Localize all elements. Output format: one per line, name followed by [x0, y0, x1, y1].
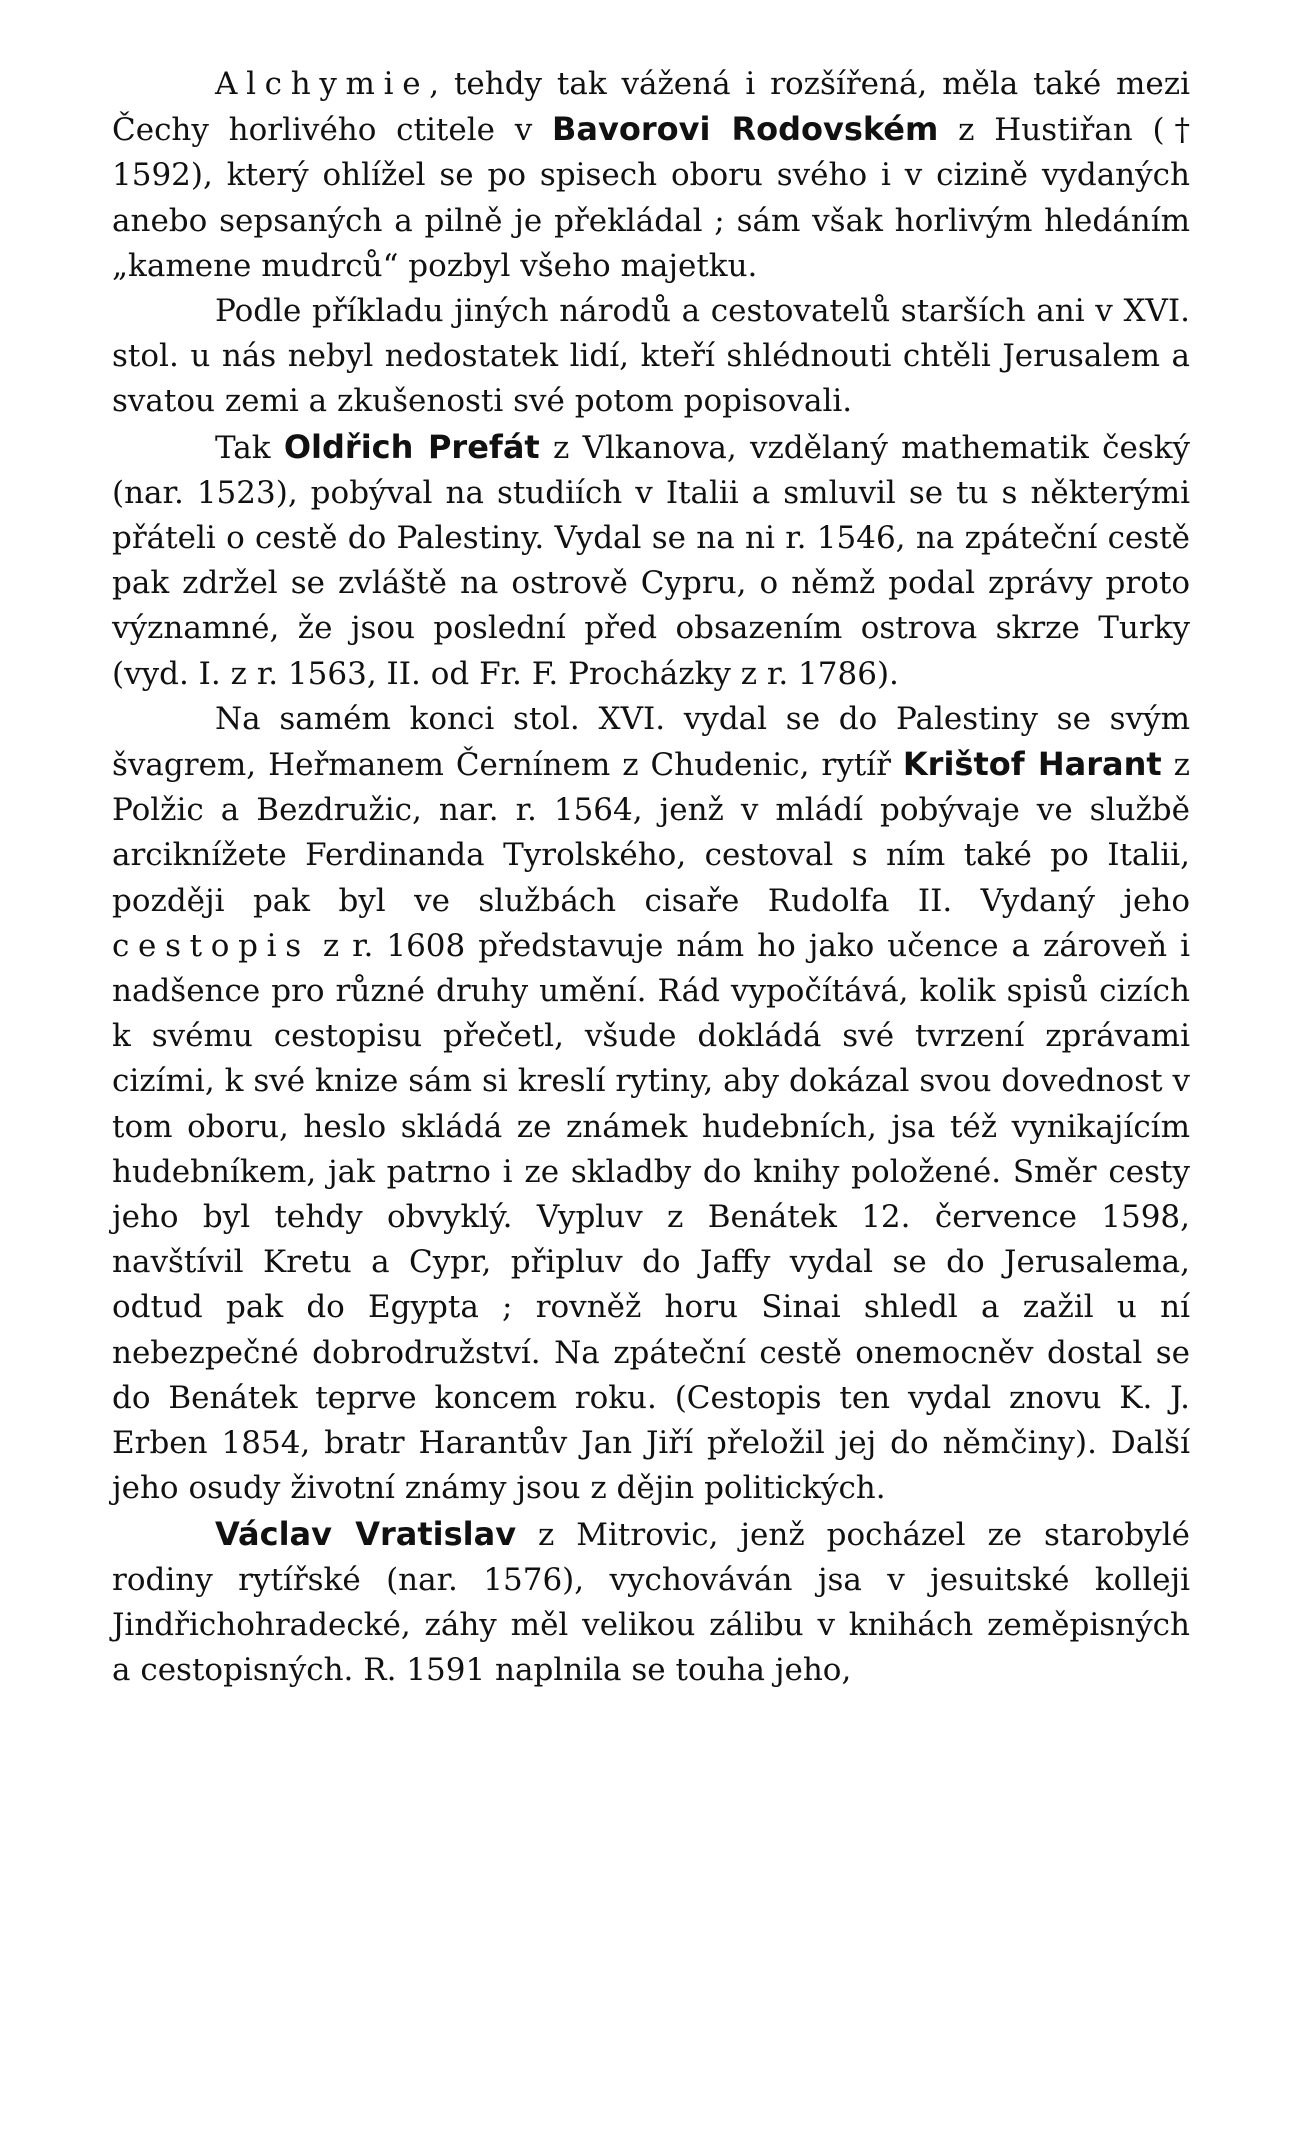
spaced-term: cestopis — [112, 927, 310, 964]
paragraph-vratislav — [112, 1512, 1190, 1694]
text-run: z Mitrovic, jenž pocházel ze starobylé rodiny rytířské (nar. 1576), vychováván jsa v jesuitské kolleji Jindřichohradecké, záhy měl velikou zálibu v knihách zeměpisných a cestopisných. R. 1591 naplnila se touha jeho, — [112, 1516, 1190, 1689]
text-run: z r. 1608 představuje nám ho jako učence a zároveň i nadšence pro různé druhy umění. Rád vypočítává, kolik spisů cizích k svému cestopisu přečetl, všude dokládá své tvrzení zprávami cizími, k své knize sám si kreslí rytiny, aby dokázal svou dovednost v tom oboru, heslo skládá ze známek hudebních, jsa též vynikajícím hudebníkem, jak patrno i ze skladby do knihy položené. Směr cesty jeho byl tehdy obvyklý. Vypluv z Benátek 12. července 1598, navštívil Kretu a Cypr, připluv do Jaffy vydal se do Jerusalema, odtud pak do Egypta ; rovněž horu Sinai shledl a zažil u ní nebezpečné dobrodružství. Na zpáteční cestě onemocněv dostal se do Benátek teprve koncem roku. (Cestopis ten vydal znovu K. J. Erben 1854, bratr Harantův Jan Jiří přeložil jej do němčiny). Další jeho osudy životní známy jsou z dějin politických. — [112, 927, 1190, 1507]
page-body — [112, 62, 1190, 1693]
paragraph-prefat — [112, 425, 1190, 697]
spaced-term: Alchymie — [215, 66, 430, 102]
text-run: Tak — [215, 429, 284, 466]
text-run: Podle příkladu jiných národů a cestovatelů starších ani v XVI. stol. u nás nebyl nedostatek lidí, kteří shlédnouti chtěli Jerusalem a svatou zemi a zkušenosti své potom popisovali. — [112, 293, 1190, 420]
paragraph-cestovatele — [112, 289, 1190, 425]
paragraph-alchymie — [112, 62, 1190, 289]
person-name: Oldřich Prefát — [283, 427, 540, 466]
person-name: Bavorovi Rodovském — [552, 110, 939, 149]
text-run: z Hustiřan († 1592), který ohlížel se po spisech oboru svého i v cizině vydaných anebo sepsaných a pilně je překládal ; sám však horlivým hledáním „kamene mudrců“ pozbyl všeho majetku. — [112, 112, 1190, 284]
text-run: z Vlkanova, vzdělaný mathematik český (nar. 1523), pobýval na studiích v Italii a smluvil se tu s některými přáteli o cestě do Palestiny. Vydal se na ni r. 1546, na zpáteční cestě pak zdržel se zvláště na ostrově Cypru, o němž podal zprávy proto významné, že jsou poslední před obsazením ostrova skrze Turky (vyd. I. z r. 1563, II. od Fr. F. Procházky z r. 1786). — [112, 429, 1191, 692]
text-run: Na samém konci stol. XVI. vydal se do Palestiny se svým švagrem, Heřmanem Černínem z Chudenic, rytíř — [112, 700, 1190, 784]
person-name: Krištof Harant — [902, 745, 1162, 784]
text-run: z Polžic a Bezdružic, nar. r. 1564, jenž v mládí pobývaje ve službě arciknížete Ferdinanda Tyrolského, cestoval s ním také po Italii, později pak byl ve službách cisaře Rudolfa II. Vydaný jeho — [112, 747, 1190, 919]
paragraph-harant — [112, 697, 1190, 1512]
text-run: , tehdy tak vážená i rozšířená, měla také mezi Čechy horlivého ctitele v — [112, 66, 1190, 149]
person-name: Václav Vratislav — [215, 1514, 517, 1553]
